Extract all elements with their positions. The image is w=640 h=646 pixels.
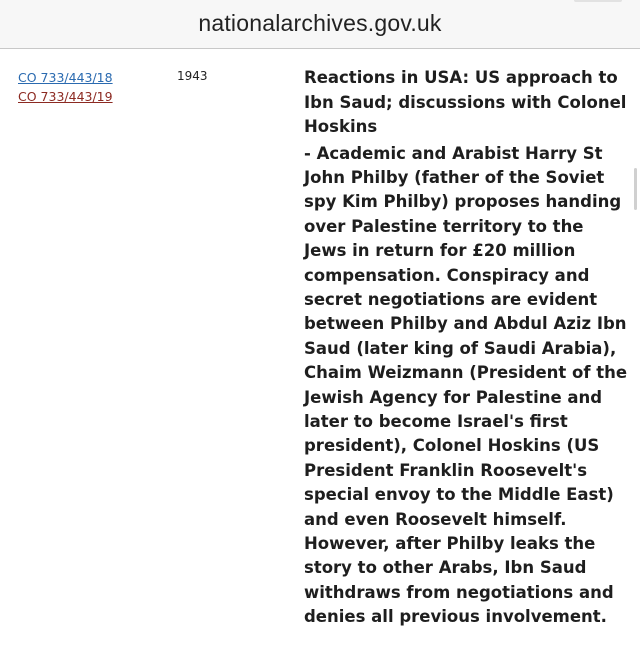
reference-link-19[interactable]: CO 733/443/19 [18, 89, 113, 104]
record-title: Reactions in USA: US approach to Ibn Saud; discussions with Colonel Hoskins [304, 68, 627, 136]
record-entry [304, 66, 630, 630]
record-description: - Academic and Arabist Harry St John Philby (father of the Soviet spy Kim Philby) proposes handing over Palestine territory to the Jews in return for £20 million compensation. Conspiracy and secret negotiations are evident between Philby and Abdul Aziz Ibn Saud (later king of Saudi Arabia), Chaim Weizmann (President of the Jewish Agency for Palestine and later to become Israel's first president), Colonel Hoskins (US President Franklin Roosevelt's special envoy to the Middle East) and even Roosevelt himself. However, after Philby leaks the story to other Arabs, Ibn Saud withdraws from negotiations and denies all previous involvement. [304, 143, 628, 627]
reference-links [18, 68, 113, 106]
address-bar[interactable] [0, 0, 640, 49]
record-year: 1943 [177, 69, 208, 83]
toolbar-edge [574, 0, 622, 2]
url-text[interactable]: nationalarchives.gov.uk [198, 10, 442, 36]
scroll-indicator[interactable] [634, 168, 637, 210]
reference-link-18[interactable]: CO 733/443/18 [18, 70, 113, 85]
